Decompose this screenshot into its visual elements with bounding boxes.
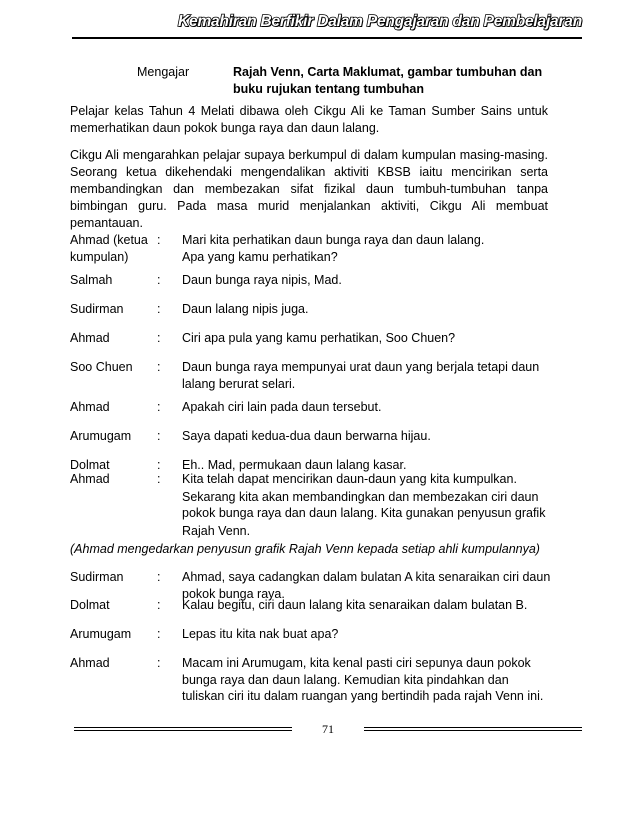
- speaker-name: Ahmad: [70, 331, 110, 345]
- paragraph-line: memerhatikan daun pokok bunga raya dan daun lalang.: [70, 121, 380, 135]
- colon: :: [157, 400, 161, 414]
- dialogue-text: Ahmad, saya cadangkan dalam bulatan A kita senaraikan ciri daun pokok bunga raya.: [182, 570, 551, 601]
- speaker-name: Dolmat: [70, 458, 110, 472]
- page-number: 71: [322, 722, 334, 736]
- paragraph-line: Cikgu Ali mengarahkan pelajar supaya berkumpul di dalam kumpulan masing-masing.: [70, 148, 548, 162]
- speaker-name: Salmah: [70, 273, 113, 287]
- dialogue-text: Mari kita perhatikan daun bunga raya dan daun lalang. Apa yang kamu perhatikan?: [182, 233, 485, 264]
- paragraph-line: membandingkan dan membezakan sifat fizikal daun tumbuh-tumbuhan tanpa: [70, 182, 548, 196]
- dialogue-text: Lepas itu kita nak buat apa?: [182, 627, 339, 641]
- dialogue-text: Macam ini Arumugam, kita kenal pasti ciri sepunya daun pokok bunga raya dan daun lalang. Kemudian kita pindahkan dan tuliskan ciri itu dalam ruangan yang bertindih pada rajah Venn ini.: [182, 656, 544, 703]
- speaker-name: Arumugam: [70, 627, 132, 641]
- speaker-name: Ahmad (ketua kumpulan): [70, 233, 148, 264]
- header-rule: [72, 37, 582, 39]
- colon: :: [157, 656, 161, 670]
- speaker-name: Arumugam: [70, 429, 132, 443]
- colon: :: [157, 627, 161, 641]
- dialogue-text: Eh.. Mad, permukaan daun lalang kasar.: [182, 458, 407, 472]
- topic-text: [233, 64, 563, 98]
- speaker-name: Ahmad: [70, 472, 110, 486]
- colon: :: [157, 273, 161, 287]
- paragraph-line: bimbingan guru. Pada masa murid menjalankan aktiviti, Cikgu Ali membuat: [70, 199, 548, 213]
- topic-line: buku rujukan tentang tumbuhan: [233, 82, 424, 96]
- speaker-name: Soo Chuen: [70, 360, 133, 374]
- topic-label: Mengajar: [137, 65, 190, 79]
- paragraph-line: Seorang ketua dikehendaki mengendalikan aktiviti KBSB iaitu mencirikan serta: [70, 165, 548, 179]
- topic-line: Rajah Venn, Carta Maklumat, gambar tumbuhan dan: [233, 65, 543, 79]
- colon: :: [157, 302, 161, 316]
- paragraph-line: Pelajar kelas Tahun 4 Melati dibawa oleh Cikgu Ali ke Taman Sumber Sains untuk: [70, 104, 548, 118]
- activity-paragraph: [70, 147, 548, 232]
- dialogue-text: Ciri apa pula yang kamu perhatikan, Soo Chuen?: [182, 331, 456, 345]
- dialogue-text: Saya dapati kedua-dua daun berwarna hijau.: [182, 429, 431, 443]
- speaker-name: Dolmat: [70, 598, 110, 612]
- dialogue-text: Apakah ciri lain pada daun tersebut.: [182, 400, 382, 414]
- colon: :: [157, 331, 161, 345]
- header-title: Kemahiran Berfikir Dalam Pengajaran dan Pembelajaran: [178, 13, 582, 30]
- dialogue-text: Kalau begitu, ciri daun lalang kita senaraikan dalam bulatan B.: [182, 598, 528, 612]
- colon: :: [157, 458, 161, 472]
- speaker-name: Ahmad: [70, 400, 110, 414]
- speaker-name: Sudirman: [70, 570, 124, 584]
- intro-paragraph: [70, 103, 548, 137]
- speaker-name: Ahmad: [70, 656, 110, 670]
- footer: [74, 722, 582, 736]
- footer-rule-right: [364, 727, 582, 731]
- dialogue-text: Daun lalang nipis juga.: [182, 302, 309, 316]
- paragraph-line: pemantauan.: [70, 216, 143, 230]
- colon: :: [157, 570, 161, 584]
- colon: :: [157, 429, 161, 443]
- colon: :: [157, 233, 161, 247]
- dialogue-text: Daun bunga raya mempunyai urat daun yang berjala tetapi daun lalang berurat selari.: [182, 360, 540, 391]
- speaker-name: Sudirman: [70, 302, 124, 316]
- colon: :: [157, 472, 161, 486]
- dialogue-text: Kita telah dapat mencirikan daun-daun yang kita kumpulkan. Sekarang kita akan membandingkan dan membezakan ciri daun pokok bunga raya dan daun lalang. Kita gunakan penyusun grafik Rajah Venn.: [182, 472, 546, 538]
- stage-direction: (Ahmad mengedarkan penyusun grafik Rajah Venn kepada setiap ahli kumpulannya): [70, 542, 540, 556]
- dialogue-text: Daun bunga raya nipis, Mad.: [182, 273, 342, 287]
- colon: :: [157, 598, 161, 612]
- colon: :: [157, 360, 161, 374]
